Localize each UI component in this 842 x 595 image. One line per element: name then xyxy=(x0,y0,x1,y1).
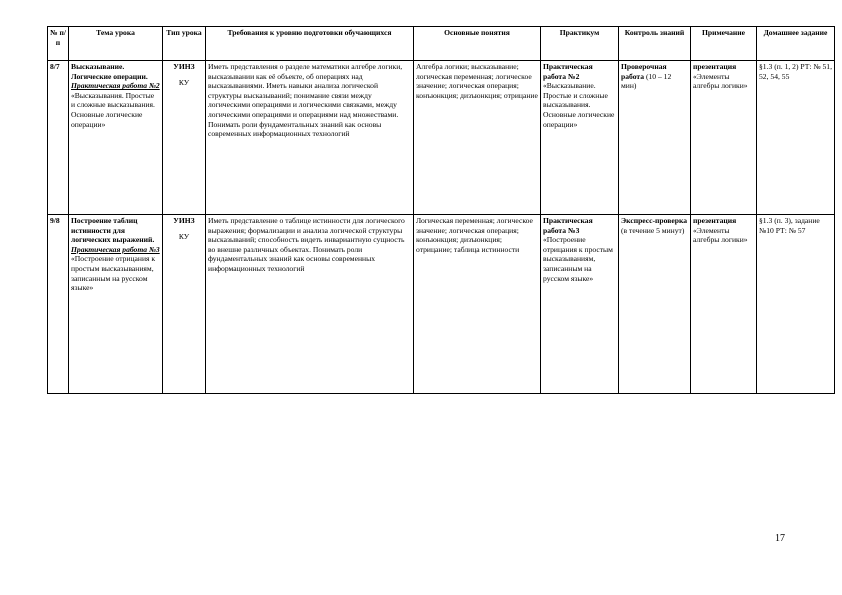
row-concepts: Алгебра логики; высказывание; логическая переменная; логическое значение; логическая операция; конъюнкция; дизъюнкция; отрицание xyxy=(414,61,541,215)
header-note: Примечание xyxy=(691,27,757,61)
row-num: 9/8 xyxy=(48,215,69,394)
row-num: 8/7 xyxy=(48,61,69,215)
header-topic: Тема урока xyxy=(69,27,163,61)
topic-practice-label: Практическая работа №2 xyxy=(71,81,160,91)
table-row xyxy=(48,215,835,394)
row-homework: §1.3 (п. 1, 2) РТ: № 51, 52, 54, 55 xyxy=(757,61,835,215)
note-title: презентация xyxy=(693,216,737,225)
control-title: Экспресс-проверка xyxy=(621,216,687,225)
page-number: 17 xyxy=(775,533,785,544)
note-title: презентация xyxy=(693,62,737,71)
row-note xyxy=(691,215,757,394)
table-header-row xyxy=(48,27,835,61)
row-note xyxy=(691,61,757,215)
control-description: (в течение 5 минут) xyxy=(621,225,685,235)
control-description: (10 – 12 мин) xyxy=(621,71,672,91)
row-control xyxy=(619,215,691,394)
practicum-title: Практическая работа №2 xyxy=(543,62,593,81)
header-concepts: Основные понятия xyxy=(414,27,541,61)
row-topic xyxy=(69,215,163,394)
table-row xyxy=(48,61,835,215)
note-description: «Элементы алгебры логики» xyxy=(693,225,748,245)
header-num: № п/п xyxy=(48,27,69,61)
row-type xyxy=(163,215,206,394)
header-homework: Домашнее задание xyxy=(757,27,835,61)
practicum-description: «Построение отрицания к простым высказываниям, записанным на русском языке» xyxy=(543,235,613,283)
type-code: УИНЗ xyxy=(173,62,195,71)
control-title: Проверочная работа xyxy=(621,62,667,81)
row-homework: §1.3 (п. 3), задание №10 РТ: № 57 xyxy=(757,215,835,394)
row-practicum xyxy=(541,215,619,394)
header-control: Контроль знаний xyxy=(619,27,691,61)
lesson-plan-table xyxy=(47,26,835,394)
topic-practice-label: Практическая работа №3 xyxy=(71,244,160,254)
row-control xyxy=(619,61,691,215)
row-type xyxy=(163,61,206,215)
topic-description: «Высказывания. Простые и сложные высказывания. Основные логические операции» xyxy=(71,90,155,129)
topic-title: Высказывание. Логические операции. xyxy=(71,62,148,81)
type-code: УИНЗ xyxy=(173,216,195,225)
header-type: Тип урока xyxy=(163,27,206,61)
row-requirements: Иметь представления о разделе математики алгебре логики, высказывании как её объекте, об операциях над высказываниями. Иметь навыки анализа логической структуры высказываний; понимание связи между логическими операциями и логическими связками, между логическими операциями и операциями над множествами. Понимать роли фундаментальных знаний как основы современных информационных технологий xyxy=(206,61,414,215)
practicum-description: «Высказывание. Простые и сложные высказывания. Основные логические операции» xyxy=(543,81,615,129)
row-requirements: Иметь представление о таблице истинности для логического выражения; формализации и анализа логической структуры высказываний; способность видеть инвариантную сущность во внешне различных объектах. Понимать роли фундаментальных знаний как основы современных информационных технологий xyxy=(206,215,414,394)
type-code-secondary: КУ xyxy=(178,231,190,241)
topic-description: «Построение отрицания к простым высказываниям, записанным на русском языке» xyxy=(71,254,156,293)
note-description: «Элементы алгебры логики» xyxy=(693,71,748,91)
topic-title: Построение таблиц истинности для логических выражений. xyxy=(71,216,155,245)
type-code-secondary: КУ xyxy=(178,77,190,87)
header-practicum: Практикум xyxy=(541,27,619,61)
header-requirements: Требования к уровню подготовки обучающихся xyxy=(206,27,414,61)
practicum-title: Практическая работа №3 xyxy=(543,216,593,235)
row-concepts: Логическая переменная; логическое значение; логическая операция; конъюнкция; дизъюнкция; отрицание; таблица истинности xyxy=(414,215,541,394)
row-topic xyxy=(69,61,163,215)
row-practicum xyxy=(541,61,619,215)
